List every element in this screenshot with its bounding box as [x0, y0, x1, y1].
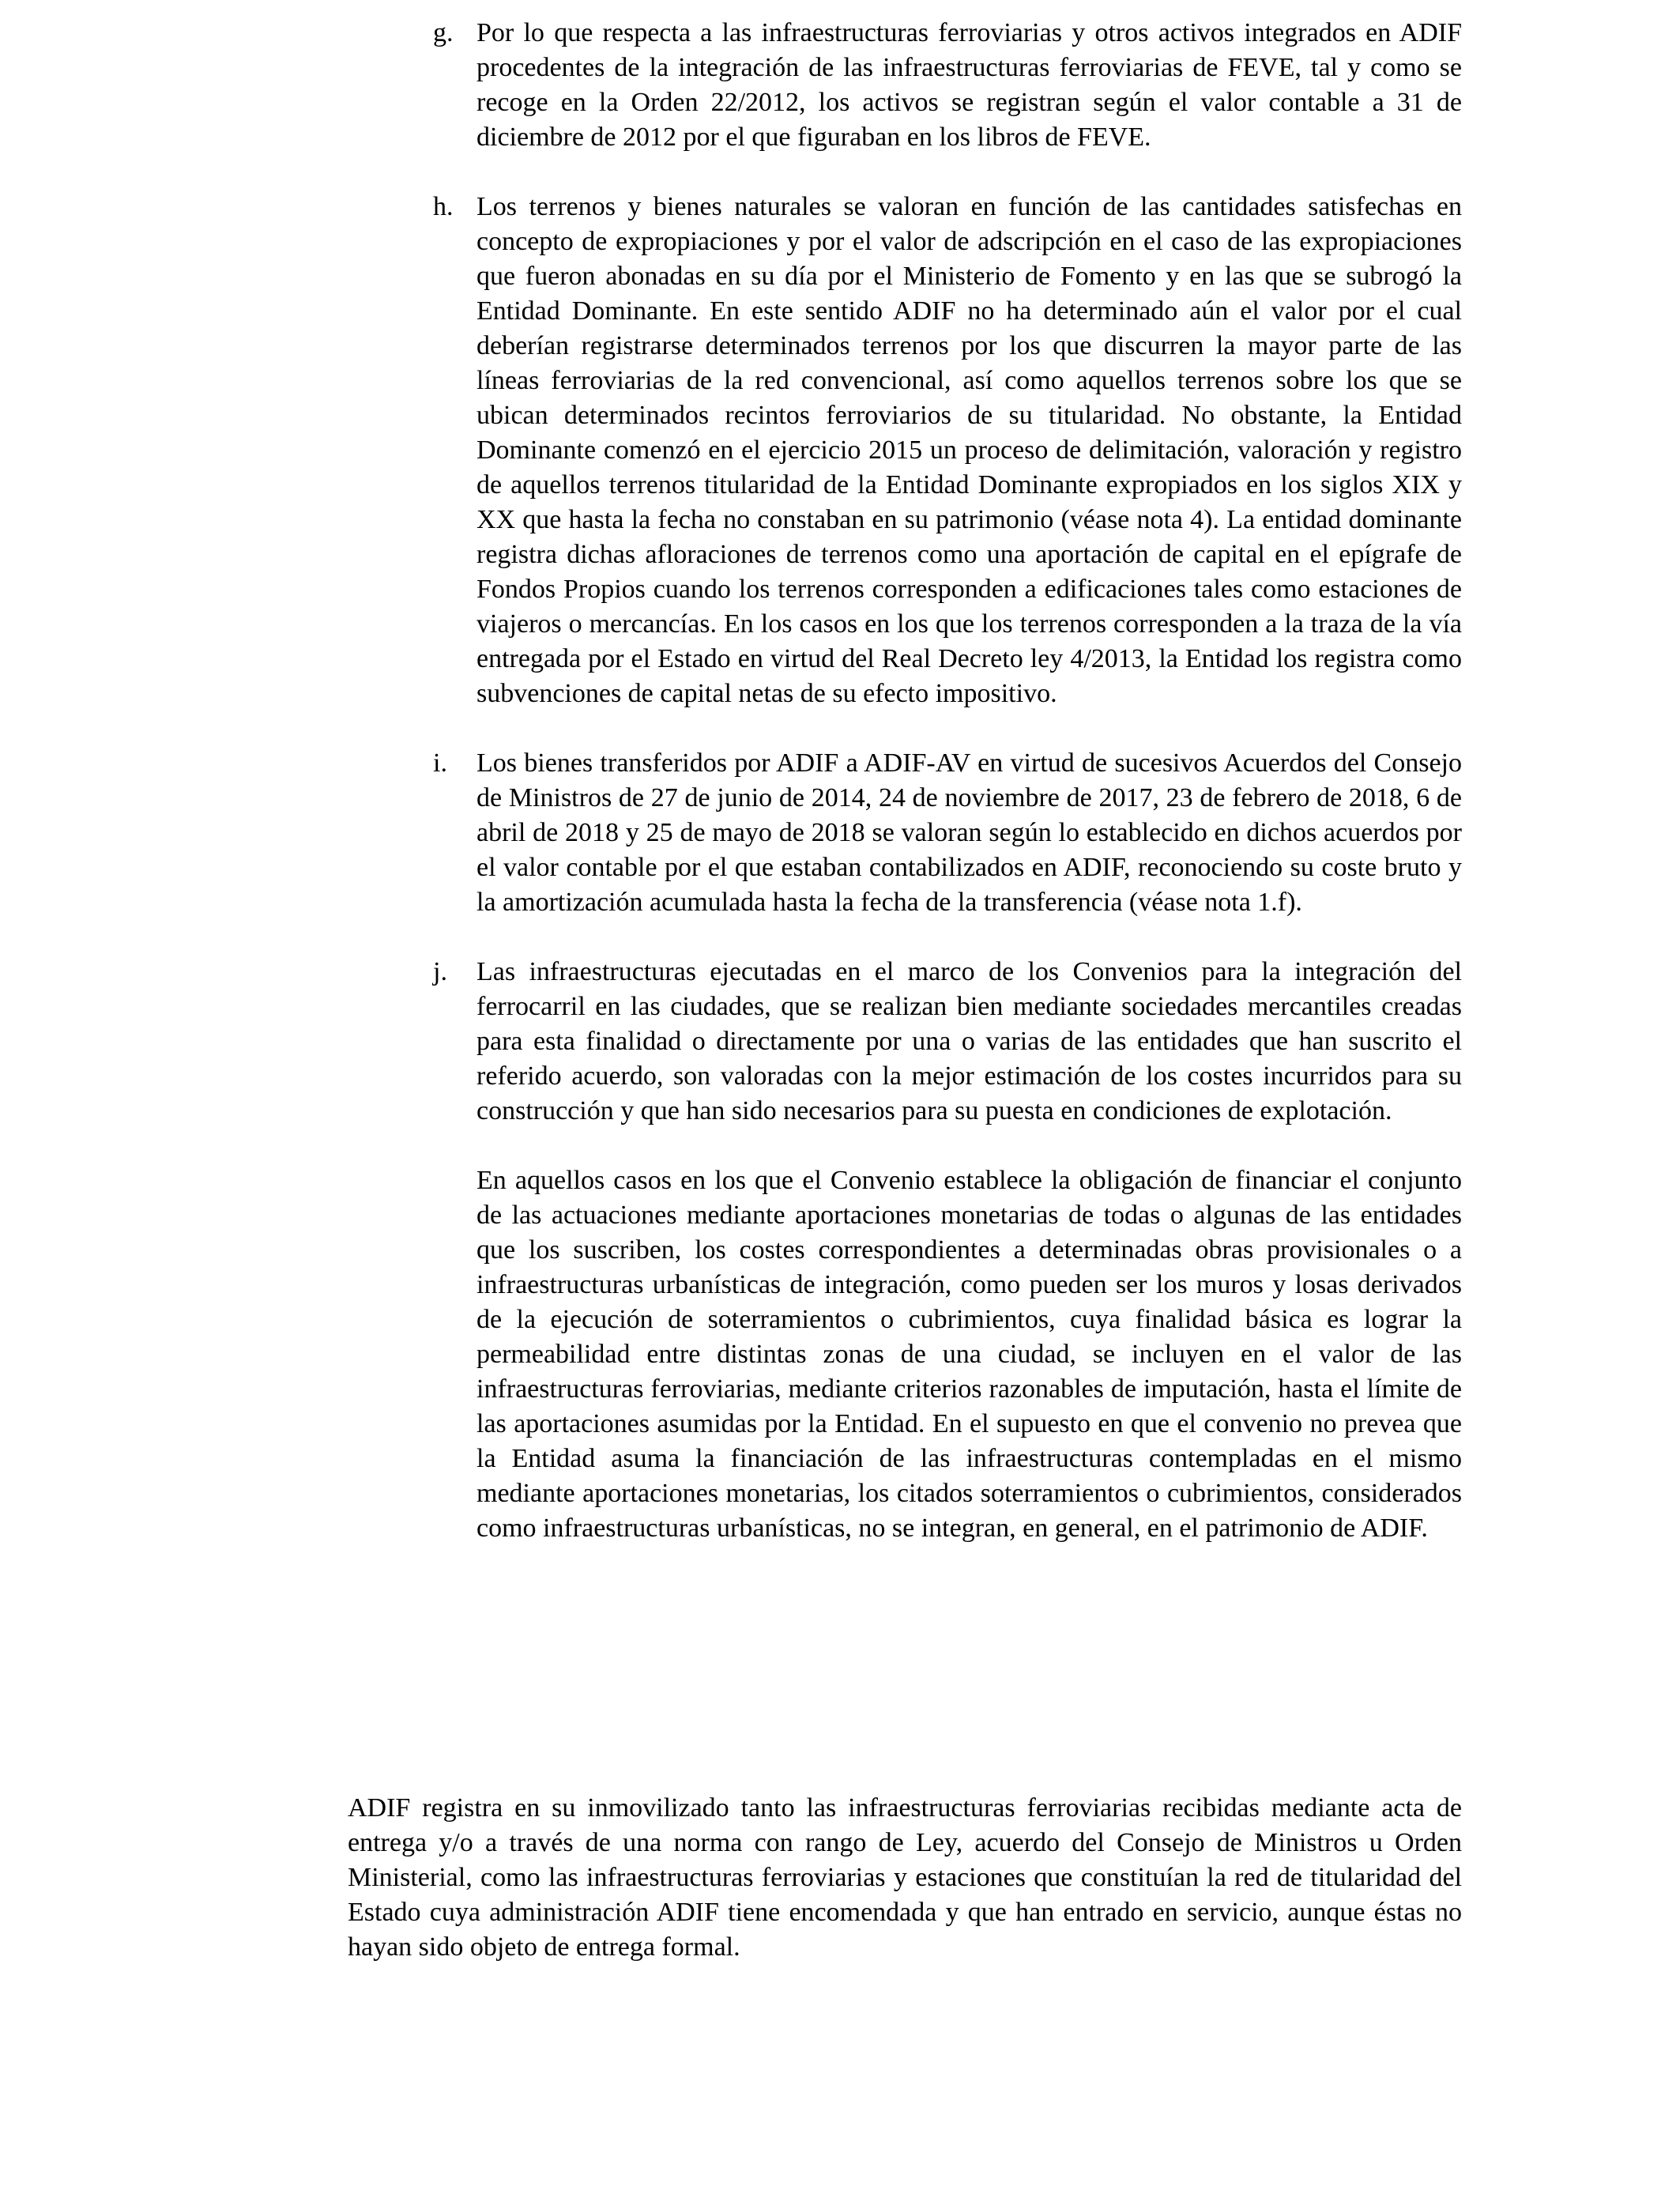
closing-paragraph: ADIF registra en su inmovilizado tanto las infraestructuras ferroviarias recibidas mediante acta de entrega y/o a través de una norma con rango de Ley, acuerdo del Consejo de Ministros u Orden Ministerial, como las infraestructuras ferroviarias y estaciones que constituían la red de titularidad del Estado cuya administración ADIF tiene encomendada y que han entrado en servicio, aunque éstas no hayan sido objeto de entrega formal. [348, 1793, 1462, 1962]
list-item-i [433, 746, 1462, 920]
list-marker: j. [433, 957, 447, 986]
lettered-list [433, 16, 1462, 1581]
list-item-body [477, 746, 1462, 920]
list-item-j [433, 955, 1462, 1546]
list-item-body [477, 190, 1462, 711]
paragraph: Las infraestructuras ejecutadas en el marco de los Convenios para la integración del ferrocarril en las ciudades, que se realizan bien mediante sociedades mercantiles creadas para esta finalidad o directamente por una o varias de las entidades que han suscrito el referido acuerdo, son valoradas con la mejor estimación de los costes incurridos para su construcción y que han sido necesarios para su puesta en condiciones de explotación. [477, 957, 1462, 1125]
paragraph: Los terrenos y bienes naturales se valoran en función de las cantidades satisfechas en concepto de expropiaciones y por el valor de adscripción en el caso de las expropiaciones que fueron abonadas en su día por el Ministerio de Fomento y en las que se subrogó la Entidad Dominante. En este sentido ADIF no ha determinado aún el valor por el cual deberían registrarse determinados terrenos por los que discurren la mayor parte de las líneas ferroviarias de la red convencional, así como aquellos terrenos sobre los que se ubican determinados recintos ferroviarios de su titularidad. No obstante, la Entidad Dominante comenzó en el ejercicio 2015 un proceso de delimitación, valoración y registro de aquellos terrenos titularidad de la Entidad Dominante expropiados en los siglos XIX y XX que hasta la fecha no constaban en su patrimonio (véase nota 4). La entidad dominante registra dichas afloraciones de terrenos como una aportación de capital en el epígrafe de Fondos Propios cuando los terrenos corresponden a edificaciones tales como estaciones de viajeros o mercancías. En los casos en los que los terrenos corresponden a la traza de la vía entregada por el Estado en virtud del Real Decreto ley 4/2013, la Entidad los registra como subvenciones de capital netas de su efecto impositivo. [477, 192, 1462, 708]
list-item-body [477, 955, 1462, 1546]
list-marker: i. [433, 748, 447, 778]
list-marker: h. [433, 192, 454, 221]
list-item-h [433, 190, 1462, 711]
list-marker: g. [433, 18, 454, 47]
paragraph: Por lo que respecta a las infraestructuras ferroviarias y otros activos integrados en ADIF procedentes de la integración de las infraestructuras ferroviarias de FEVE, tal y como se recoge en la Orden 22/2012, los activos se registran según el valor contable a 31 de diciembre de 2012 por el que figuraban en los libros de FEVE. [477, 18, 1462, 152]
paragraph: En aquellos casos en los que el Convenio establece la obligación de financiar el conjunto de las actuaciones mediante aportaciones monetarias de todas o algunas de las entidades que los suscriben, los costes correspondientes a determinadas obras provisionales o a infraestructuras urbanísticas de integración, como pueden ser los muros y losas derivados de la ejecución de soterramientos o cubrimientos, cuya finalidad básica es lograr la permeabilidad entre distintas zonas de una ciudad, se incluyen en el valor de las infraestructuras ferroviarias, mediante criterios razonables de imputación, hasta el límite de las aportaciones asumidas por la Entidad. En el supuesto en que el convenio no prevea que la Entidad asuma la financiación de las infraestructuras contempladas en el mismo mediante aportaciones monetarias, los citados soterramientos o cubrimientos, considerados como infraestructuras urbanísticas, no se integran, en general, en el patrimonio de ADIF. [477, 1166, 1462, 1543]
paragraph: Los bienes transferidos por ADIF a ADIF-AV en virtud de sucesivos Acuerdos del Consejo de Ministros de 27 de junio de 2014, 24 de noviembre de 2017, 23 de febrero de 2018, 6 de abril de 2018 y 25 de mayo de 2018 se valoran según lo establecido en dichos acuerdos por el valor contable por el que estaban contabilizados en ADIF, reconociendo su coste bruto y la amortización acumulada hasta la fecha de la transferencia (véase nota 1.f). [477, 748, 1462, 917]
list-item-g [433, 16, 1462, 155]
list-item-body [477, 16, 1462, 155]
